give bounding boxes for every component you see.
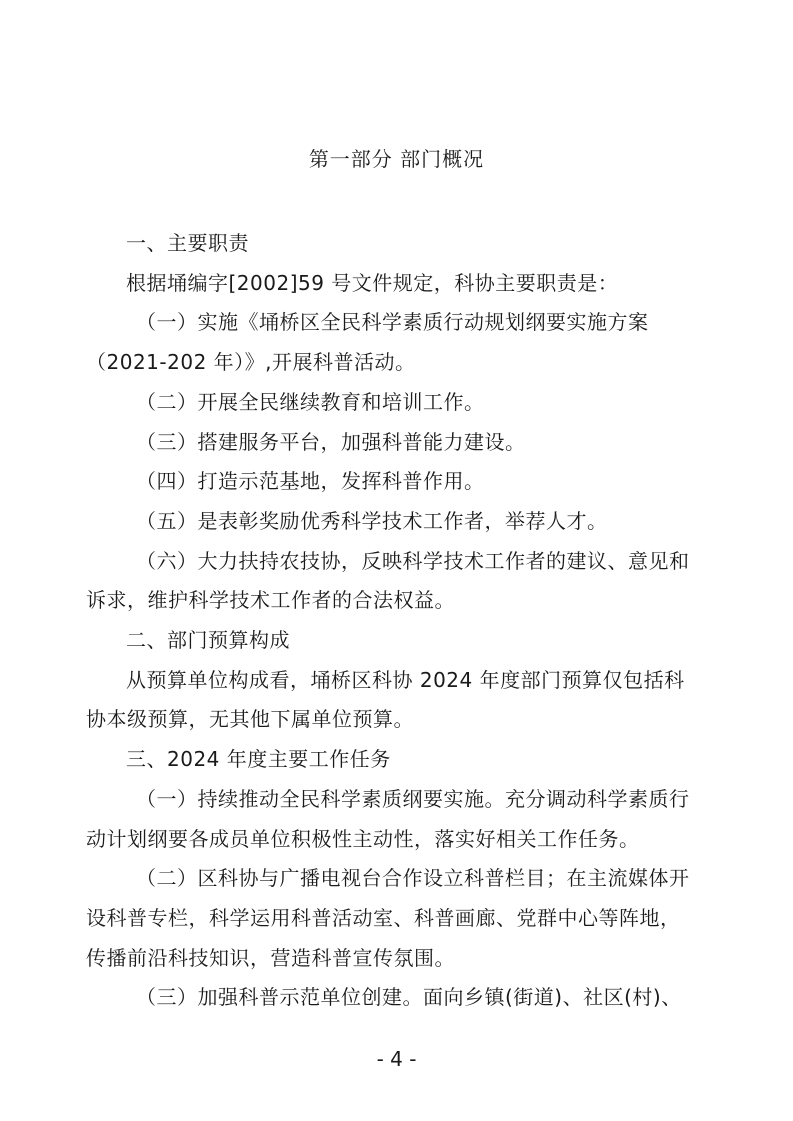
list-item-line: （六）大力扶持农技协，反映科学技术工作者的建议、意见和 xyxy=(136,548,690,573)
list-item-line: （三）加强科普示范单位创建。面向乡镇(街道)、社区(村)、 xyxy=(136,985,682,1010)
list-item-line: （一）持续推动全民科学素质纲要实施。充分调动科学素质行 xyxy=(136,786,690,811)
paragraph-continuation: （2021-202 年）》,开展科普活动。 xyxy=(86,350,416,375)
page-title: 第一部分 部门概况 xyxy=(308,147,485,171)
paragraph-continuation: 协本级预算，无其他下属单位预算。 xyxy=(86,707,414,732)
section-heading-responsibilities: 一、主要职责 xyxy=(126,231,249,255)
page-number: - 4 - xyxy=(376,1047,417,1071)
paragraph-continuation: 传播前沿科技知识，营造科普宣传氛围。 xyxy=(86,945,455,970)
paragraph-line: 根据埇编字[2002]59 号文件规定，科协主要职责是： xyxy=(126,270,619,295)
paragraph-continuation: 动计划纲要各成员单位积极性主动性，落实好相关工作任务。 xyxy=(86,826,640,851)
section-heading-budget-structure: 二、部门预算构成 xyxy=(126,628,290,653)
list-item-line: （五）是表彰奖励优秀科学技术工作者，举荐人才。 xyxy=(136,508,608,533)
list-item-line: （二）区科协与广播电视台合作设立科普栏目；在主流媒体开 xyxy=(136,866,690,891)
list-item-line: （四）打造示范基地，发挥科普作用。 xyxy=(136,469,485,494)
list-item-line: （三）搭建服务平台，加强科普能力建设。 xyxy=(136,429,526,454)
paragraph-line: 从预算单位构成看，埇桥区科协 2024 年度部门预算仅包括科 xyxy=(126,667,685,692)
paragraph-continuation: 设科普专栏，科学运用科普活动室、科普画廊、党群中心等阵地， xyxy=(86,905,681,930)
section-heading-tasks: 三、2024 年度主要工作任务 xyxy=(126,747,391,772)
document-body xyxy=(86,224,706,1018)
paragraph-continuation: 诉求，维护科学技术工作者的合法权益。 xyxy=(86,588,455,613)
list-item-line: （二）开展全民继续教育和培训工作。 xyxy=(136,389,485,414)
list-item-line: （一）实施《埇桥区全民科学素质行动规划纲要实施方案 xyxy=(136,310,649,335)
